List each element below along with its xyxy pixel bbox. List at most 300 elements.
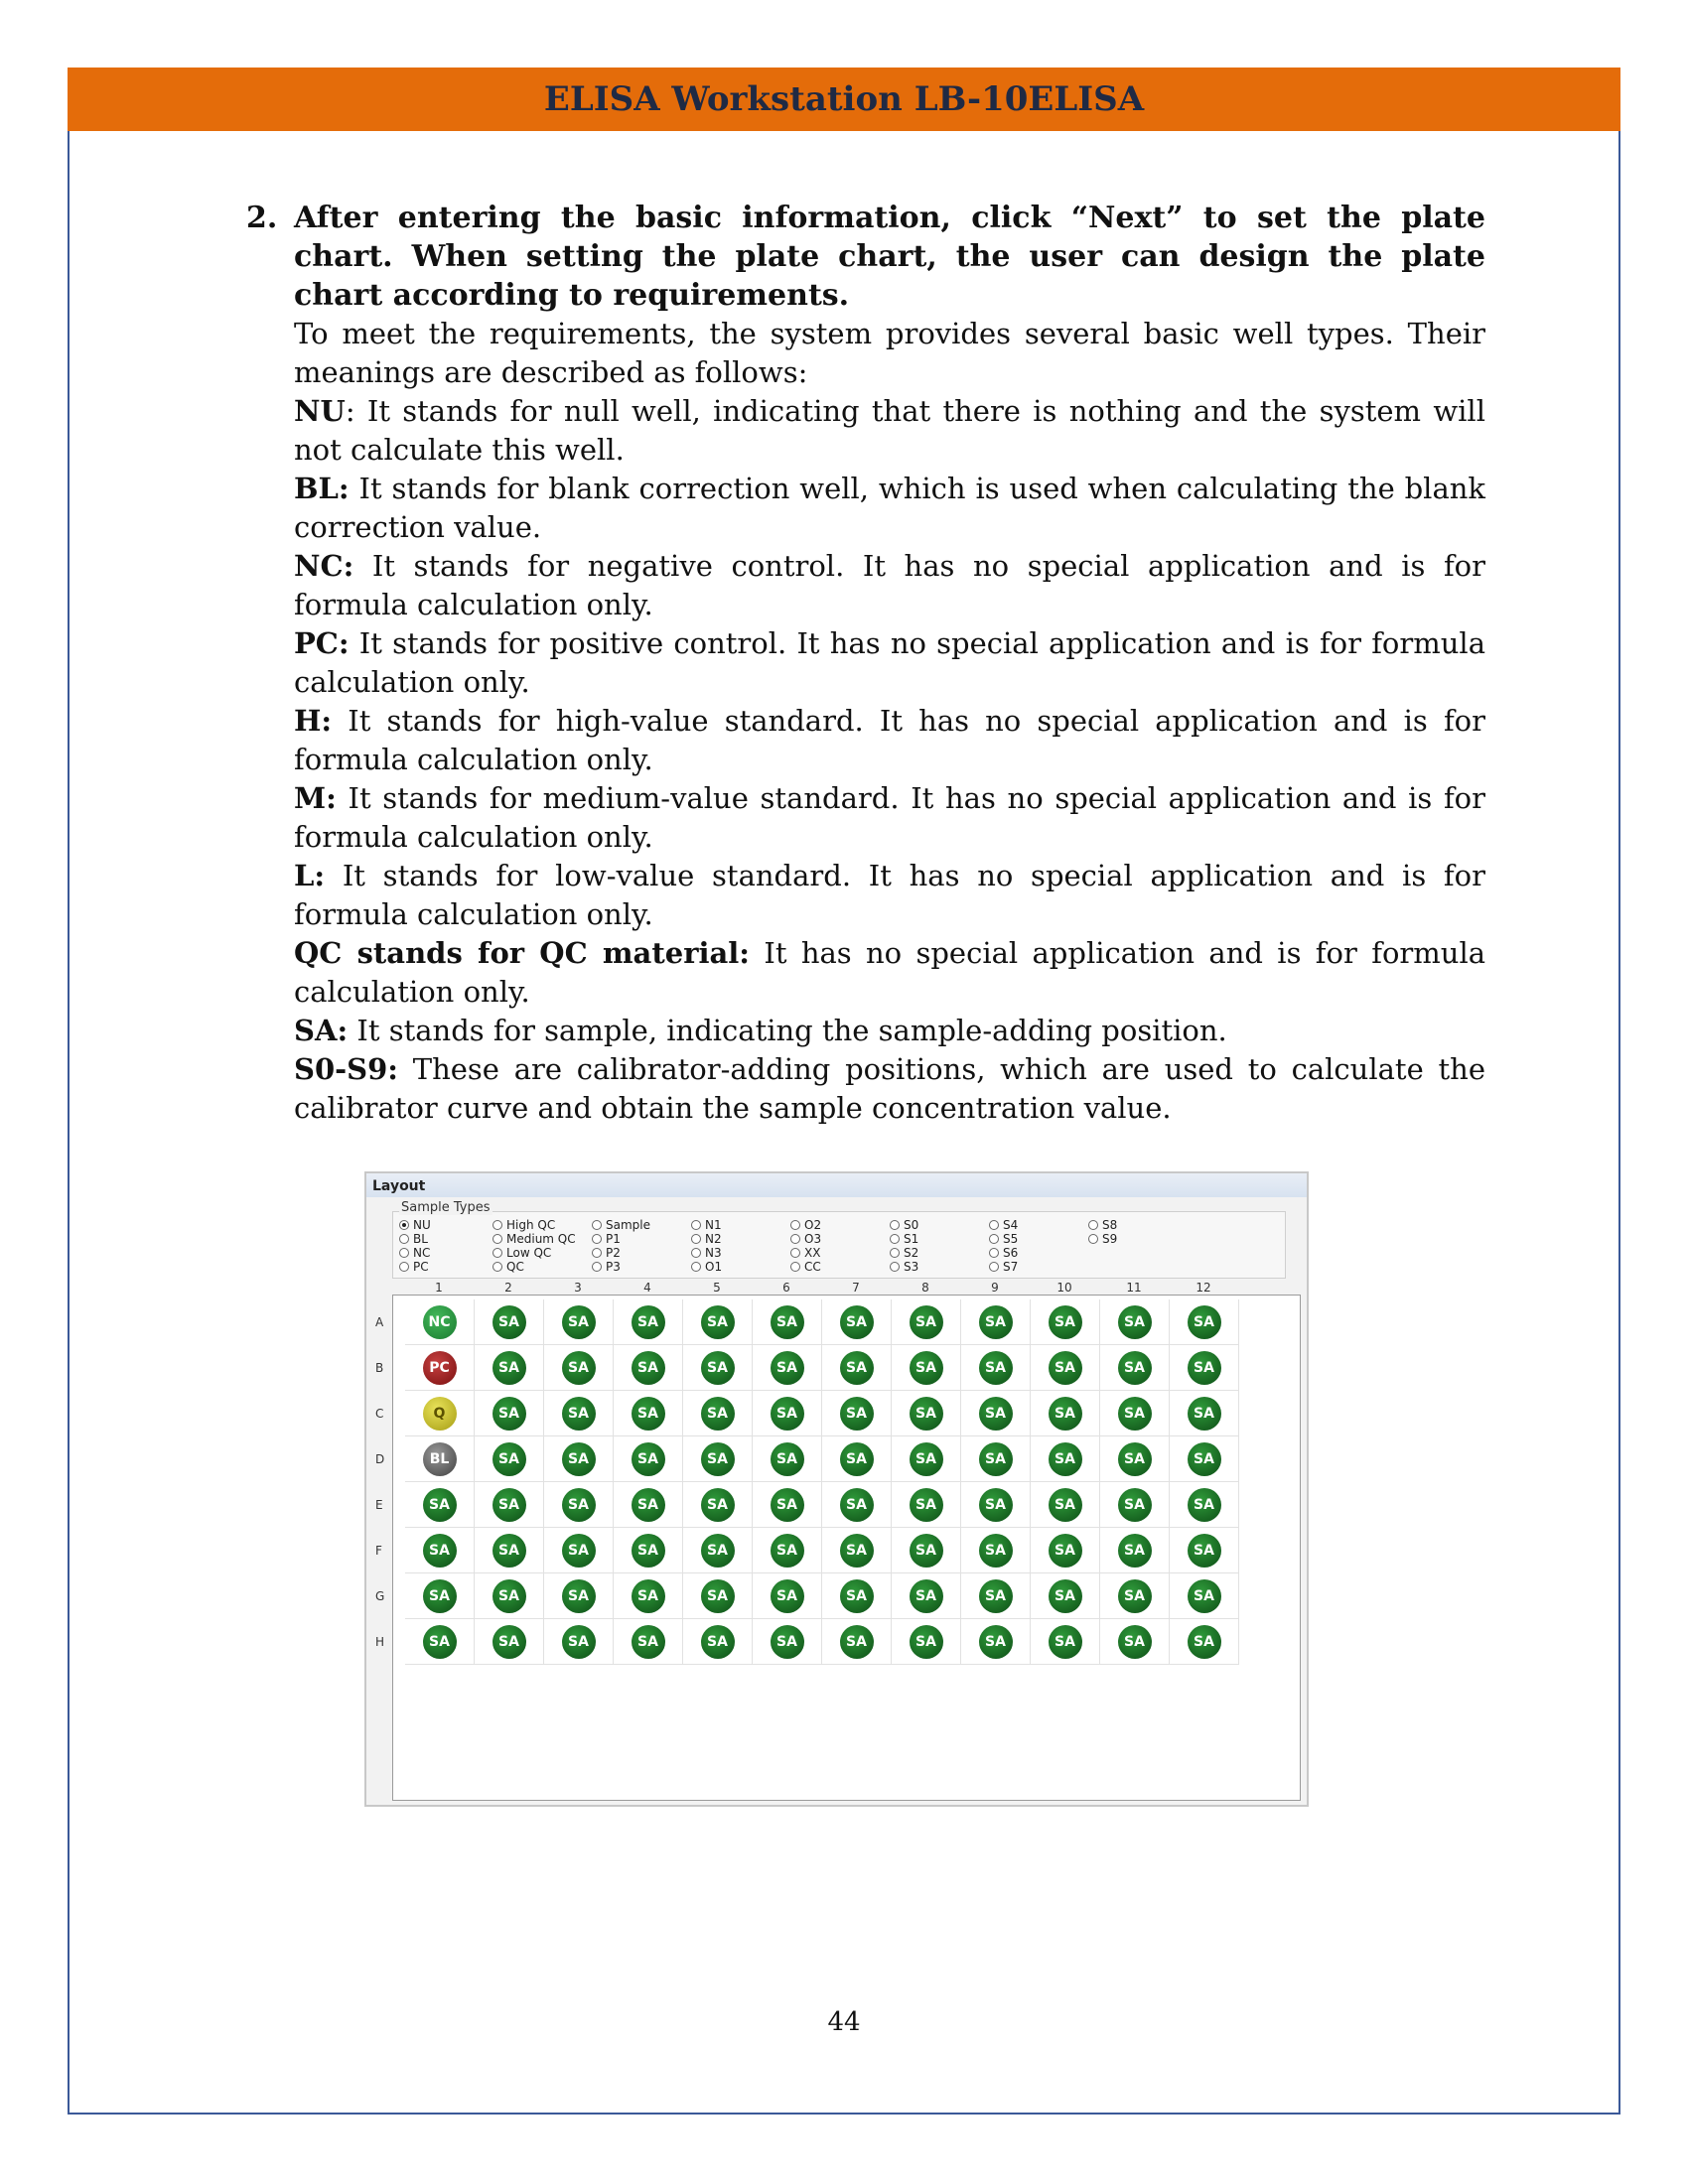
well-marker[interactable]: SA — [492, 1534, 526, 1568]
well-marker[interactable]: BL — [423, 1442, 457, 1476]
well-marker[interactable]: SA — [840, 1397, 874, 1431]
plate-well-cell[interactable] — [405, 1299, 475, 1345]
well-marker[interactable]: SA — [1049, 1534, 1082, 1568]
sample-type-option[interactable] — [691, 1232, 722, 1246]
well-marker[interactable]: SA — [979, 1305, 1013, 1339]
sample-type-option[interactable] — [790, 1246, 821, 1260]
sample-type-option[interactable] — [790, 1260, 821, 1274]
definition-text: It stands for medium-value standard. It has no special application and is for formula calculation only. — [294, 781, 1485, 854]
plate-well-cell[interactable] — [822, 1299, 892, 1345]
well-marker[interactable]: SA — [1049, 1351, 1082, 1385]
well-marker[interactable]: SA — [1188, 1579, 1221, 1613]
sample-type-column — [592, 1218, 650, 1274]
radio-icon[interactable] — [691, 1220, 701, 1230]
plate-well-cell[interactable] — [683, 1345, 753, 1391]
sample-type-option[interactable] — [790, 1218, 821, 1232]
sample-type-label: S5 — [1003, 1232, 1019, 1246]
well-marker[interactable]: SA — [771, 1305, 804, 1339]
well-marker[interactable]: SA — [1049, 1579, 1082, 1613]
plate-well-cell[interactable] — [475, 1573, 544, 1619]
well-marker[interactable]: SA — [492, 1579, 526, 1613]
well-marker[interactable]: SA — [840, 1534, 874, 1568]
definition-item — [294, 779, 1485, 857]
plate-well-cell[interactable] — [892, 1436, 961, 1482]
radio-icon[interactable] — [399, 1262, 409, 1272]
definition-text: It stands for blank correction well, which is used when calculating the blank correction value. — [294, 472, 1485, 544]
plate-well-cell[interactable] — [822, 1573, 892, 1619]
plate-well-cell[interactable] — [614, 1345, 683, 1391]
definition-term: BL: — [294, 472, 350, 505]
plate-well-cell[interactable] — [753, 1573, 822, 1619]
plate-well-cell[interactable] — [892, 1345, 961, 1391]
well-marker[interactable]: Q — [423, 1397, 457, 1431]
plate-well-cell[interactable] — [892, 1619, 961, 1665]
item-number: 2. — [246, 201, 278, 235]
plate-well-cell[interactable] — [892, 1482, 961, 1528]
well-marker[interactable]: SA — [701, 1305, 735, 1339]
plate-well-cell[interactable] — [614, 1299, 683, 1345]
row-header: B — [375, 1361, 384, 1375]
well-marker[interactable]: SA — [423, 1579, 457, 1613]
well-marker[interactable]: SA — [771, 1351, 804, 1385]
well-marker[interactable]: SA — [1049, 1397, 1082, 1431]
well-marker[interactable]: SA — [492, 1397, 526, 1431]
column-header: 9 — [991, 1281, 999, 1295]
plate-well-cell[interactable] — [822, 1482, 892, 1528]
plate-well-cell[interactable] — [614, 1528, 683, 1573]
sample-type-option[interactable] — [1088, 1232, 1117, 1246]
well-marker[interactable]: SA — [1118, 1579, 1152, 1613]
sample-type-option[interactable] — [691, 1218, 722, 1232]
sample-type-option[interactable] — [691, 1260, 722, 1274]
well-marker[interactable]: SA — [1188, 1397, 1221, 1431]
well-marker[interactable]: SA — [1118, 1534, 1152, 1568]
radio-icon[interactable] — [691, 1248, 701, 1258]
sample-type-option[interactable] — [890, 1260, 918, 1274]
plate-well-cell[interactable] — [614, 1619, 683, 1665]
well-marker[interactable]: SA — [632, 1305, 665, 1339]
well-marker[interactable]: SA — [701, 1625, 735, 1659]
well-marker[interactable]: SA — [562, 1488, 596, 1522]
well-marker[interactable]: SA — [771, 1488, 804, 1522]
plate-well-cell[interactable] — [892, 1299, 961, 1345]
plate-well-cell[interactable] — [544, 1299, 614, 1345]
plate-well-cell[interactable] — [753, 1482, 822, 1528]
plate-well-cell[interactable] — [1100, 1482, 1170, 1528]
sample-type-option[interactable] — [592, 1246, 650, 1260]
sample-type-label: Low QC — [506, 1246, 552, 1260]
well-marker[interactable]: PC — [423, 1351, 457, 1385]
sample-type-option[interactable] — [890, 1218, 918, 1232]
well-marker[interactable]: SA — [1049, 1488, 1082, 1522]
plate-well-cell[interactable] — [405, 1391, 475, 1436]
well-marker[interactable]: SA — [840, 1579, 874, 1613]
radio-icon[interactable] — [691, 1262, 701, 1272]
well-marker[interactable]: SA — [1118, 1397, 1152, 1431]
well-marker[interactable]: SA — [979, 1534, 1013, 1568]
plate-well-cell[interactable] — [614, 1482, 683, 1528]
sample-type-option[interactable] — [592, 1218, 650, 1232]
definition-text: It stands for positive control. It has no special application and is for formula calculation only. — [294, 626, 1485, 699]
plate-well-cell[interactable] — [683, 1528, 753, 1573]
well-marker[interactable]: SA — [701, 1442, 735, 1476]
plate-well-cell[interactable] — [405, 1528, 475, 1573]
plate-well-cell[interactable] — [544, 1436, 614, 1482]
well-marker[interactable]: SA — [1118, 1442, 1152, 1476]
sample-type-option[interactable] — [890, 1246, 918, 1260]
plate-well-cell[interactable] — [683, 1619, 753, 1665]
plate-well-cell[interactable] — [405, 1573, 475, 1619]
plate-well-cell[interactable] — [1031, 1436, 1100, 1482]
definition-text: : It stands for null well, indicating that there is nothing and the system will not calculate this well. — [294, 394, 1485, 467]
radio-icon[interactable] — [592, 1234, 602, 1244]
well-marker[interactable]: SA — [1049, 1442, 1082, 1476]
well-marker[interactable]: SA — [562, 1351, 596, 1385]
sample-type-option[interactable] — [592, 1232, 650, 1246]
plate-grid — [375, 1295, 1301, 1801]
plate-well-cell[interactable] — [475, 1391, 544, 1436]
plate-well-cell[interactable] — [614, 1391, 683, 1436]
plate-well-cell[interactable] — [1031, 1482, 1100, 1528]
plate-well-cell[interactable] — [1031, 1299, 1100, 1345]
well-marker[interactable]: SA — [910, 1442, 943, 1476]
plate-well-cell[interactable] — [822, 1528, 892, 1573]
radio-icon[interactable] — [989, 1234, 999, 1244]
well-marker[interactable]: SA — [632, 1488, 665, 1522]
radio-icon[interactable] — [790, 1220, 800, 1230]
well-marker[interactable]: SA — [840, 1351, 874, 1385]
layout-panel-title: Layout — [366, 1173, 1307, 1197]
plate-well-cell[interactable] — [753, 1345, 822, 1391]
sample-type-option[interactable] — [492, 1246, 576, 1260]
plate-well-cell[interactable] — [475, 1482, 544, 1528]
sample-type-option[interactable] — [399, 1218, 431, 1232]
column-header: 11 — [1126, 1281, 1142, 1295]
plate-well-cell[interactable] — [475, 1619, 544, 1665]
plate-well-cell[interactable] — [1100, 1345, 1170, 1391]
radio-icon[interactable] — [592, 1262, 602, 1272]
plate-well-cell[interactable] — [753, 1299, 822, 1345]
sample-type-option[interactable] — [399, 1246, 431, 1260]
well-marker[interactable]: SA — [701, 1351, 735, 1385]
radio-icon[interactable] — [492, 1234, 502, 1244]
plate-well-cell[interactable] — [753, 1436, 822, 1482]
definition-term: H: — [294, 704, 333, 738]
well-marker[interactable]: SA — [492, 1488, 526, 1522]
plate-well-cell[interactable] — [544, 1528, 614, 1573]
plate-well-cell[interactable] — [475, 1436, 544, 1482]
plate-well-cell[interactable] — [1100, 1573, 1170, 1619]
well-marker[interactable]: SA — [840, 1625, 874, 1659]
well-marker[interactable]: SA — [910, 1488, 943, 1522]
radio-icon[interactable] — [592, 1220, 602, 1230]
plate-well-cell[interactable] — [544, 1482, 614, 1528]
sample-type-label: N3 — [705, 1246, 722, 1260]
radio-icon[interactable] — [890, 1220, 900, 1230]
plate-well-cell[interactable] — [822, 1436, 892, 1482]
well-marker[interactable]: SA — [910, 1397, 943, 1431]
sample-type-label: O1 — [705, 1260, 723, 1274]
sample-type-option[interactable] — [989, 1232, 1018, 1246]
radio-icon[interactable] — [790, 1262, 800, 1272]
plate-well-cell[interactable] — [614, 1573, 683, 1619]
sample-type-label: XX — [804, 1246, 821, 1260]
plate-well-cell[interactable] — [1100, 1528, 1170, 1573]
radio-icon[interactable] — [1088, 1234, 1098, 1244]
well-marker[interactable]: SA — [771, 1579, 804, 1613]
sample-type-label: NU — [413, 1218, 431, 1232]
plate-well-cell[interactable] — [683, 1573, 753, 1619]
well-marker[interactable]: SA — [701, 1488, 735, 1522]
plate-well-cell[interactable] — [753, 1391, 822, 1436]
sample-type-option[interactable] — [399, 1260, 431, 1274]
well-marker[interactable]: SA — [979, 1625, 1013, 1659]
plate-well-cell[interactable] — [1031, 1573, 1100, 1619]
definition-text: These are calibrator-adding positions, which are used to calculate the calibrator curve and obtain the sample concentration value. — [294, 1052, 1485, 1125]
plate-well-cell[interactable] — [683, 1482, 753, 1528]
plate-well-cell[interactable] — [1170, 1299, 1239, 1345]
plate-well-cell[interactable] — [544, 1619, 614, 1665]
well-marker[interactable]: SA — [840, 1305, 874, 1339]
well-marker[interactable]: SA — [632, 1351, 665, 1385]
well-marker[interactable]: SA — [632, 1579, 665, 1613]
plate-well-cell[interactable] — [892, 1528, 961, 1573]
well-marker[interactable]: NC — [423, 1305, 457, 1339]
plate-well-cell[interactable] — [614, 1436, 683, 1482]
plate-well-cell[interactable] — [544, 1345, 614, 1391]
well-marker[interactable]: SA — [910, 1351, 943, 1385]
radio-icon[interactable] — [492, 1262, 502, 1272]
radio-icon[interactable] — [890, 1234, 900, 1244]
well-marker[interactable]: SA — [562, 1397, 596, 1431]
plate-well-cell[interactable] — [1031, 1528, 1100, 1573]
definition-term: L: — [294, 859, 326, 892]
sample-type-option[interactable] — [492, 1260, 576, 1274]
sample-type-label: S3 — [904, 1260, 919, 1274]
plate-well-cell[interactable] — [475, 1345, 544, 1391]
well-marker[interactable]: SA — [1188, 1442, 1221, 1476]
plate-well-cell[interactable] — [1031, 1619, 1100, 1665]
sample-type-option[interactable] — [492, 1218, 576, 1232]
well-marker[interactable]: SA — [632, 1625, 665, 1659]
well-marker[interactable]: SA — [979, 1488, 1013, 1522]
well-marker[interactable]: SA — [492, 1305, 526, 1339]
sample-types-group — [392, 1200, 1286, 1279]
plate-well-cell[interactable] — [822, 1619, 892, 1665]
definition-text: It stands for high-value standard. It has no special application and is for formula calculation only. — [294, 704, 1485, 776]
row-header: D — [375, 1452, 385, 1466]
plate-well-cell[interactable] — [1170, 1345, 1239, 1391]
well-marker[interactable]: SA — [423, 1488, 457, 1522]
well-marker[interactable]: SA — [1118, 1625, 1152, 1659]
sample-type-option[interactable] — [592, 1260, 650, 1274]
well-marker[interactable]: SA — [562, 1534, 596, 1568]
well-marker[interactable]: SA — [910, 1579, 943, 1613]
radio-icon[interactable] — [790, 1248, 800, 1258]
well-marker[interactable]: SA — [840, 1442, 874, 1476]
plate-well-cell[interactable] — [1100, 1391, 1170, 1436]
sample-type-column — [890, 1218, 918, 1274]
definition-term: S0-S9: — [294, 1052, 398, 1086]
plate-well-cell[interactable] — [475, 1299, 544, 1345]
well-marker[interactable]: SA — [1188, 1488, 1221, 1522]
plate-well-cell[interactable] — [961, 1391, 1031, 1436]
definition-item — [294, 1050, 1485, 1128]
well-marker[interactable]: SA — [1188, 1534, 1221, 1568]
plate-well-cell[interactable] — [1031, 1345, 1100, 1391]
well-marker[interactable]: SA — [910, 1305, 943, 1339]
radio-icon[interactable] — [592, 1248, 602, 1258]
well-marker[interactable]: SA — [771, 1534, 804, 1568]
sample-type-option[interactable] — [890, 1232, 918, 1246]
well-marker[interactable]: SA — [771, 1442, 804, 1476]
plate-well-cell[interactable] — [961, 1436, 1031, 1482]
well-marker[interactable]: SA — [632, 1442, 665, 1476]
radio-icon[interactable] — [399, 1220, 409, 1230]
sample-type-label: P1 — [606, 1232, 621, 1246]
well-marker[interactable]: SA — [1188, 1625, 1221, 1659]
well-marker[interactable]: SA — [910, 1534, 943, 1568]
sample-type-label: S4 — [1003, 1218, 1019, 1232]
definition-text: It has no special application and is for formula calculation only. — [294, 936, 1486, 1009]
column-header: 2 — [504, 1281, 512, 1295]
well-marker[interactable]: SA — [1049, 1625, 1082, 1659]
plate-well-cell[interactable] — [1100, 1619, 1170, 1665]
radio-icon[interactable] — [1088, 1220, 1098, 1230]
radio-icon[interactable] — [492, 1220, 502, 1230]
sample-type-option[interactable] — [1088, 1218, 1117, 1232]
radio-icon[interactable] — [890, 1262, 900, 1272]
plate-well-cell[interactable] — [1170, 1391, 1239, 1436]
plate-well-cell[interactable] — [961, 1573, 1031, 1619]
sample-type-option[interactable] — [492, 1232, 576, 1246]
plate-well-cell[interactable] — [1170, 1528, 1239, 1573]
well-marker[interactable]: SA — [562, 1625, 596, 1659]
column-header: 8 — [921, 1281, 929, 1295]
radio-icon[interactable] — [399, 1234, 409, 1244]
plate-well-cell[interactable] — [1031, 1391, 1100, 1436]
well-marker[interactable]: SA — [1118, 1488, 1152, 1522]
well-marker[interactable]: SA — [423, 1625, 457, 1659]
plate-well-cell[interactable] — [1170, 1436, 1239, 1482]
well-marker[interactable]: SA — [632, 1397, 665, 1431]
sample-type-option[interactable] — [399, 1232, 431, 1246]
well-marker[interactable]: SA — [979, 1351, 1013, 1385]
plate-well-cell[interactable] — [1170, 1482, 1239, 1528]
sample-type-option[interactable] — [989, 1218, 1018, 1232]
radio-icon[interactable] — [989, 1262, 999, 1272]
definition-term: SA: — [294, 1014, 349, 1047]
radio-icon[interactable] — [691, 1234, 701, 1244]
plate-well-cell[interactable] — [683, 1436, 753, 1482]
well-marker[interactable]: SA — [492, 1351, 526, 1385]
column-header: 3 — [574, 1281, 582, 1295]
well-marker[interactable]: SA — [771, 1397, 804, 1431]
plate-well-cell[interactable] — [544, 1391, 614, 1436]
radio-icon[interactable] — [989, 1220, 999, 1230]
radio-icon[interactable] — [890, 1248, 900, 1258]
well-marker[interactable]: SA — [979, 1397, 1013, 1431]
sample-type-option[interactable] — [989, 1260, 1018, 1274]
plate-well-cell[interactable] — [683, 1299, 753, 1345]
well-marker[interactable]: SA — [562, 1305, 596, 1339]
radio-icon[interactable] — [399, 1248, 409, 1258]
well-marker[interactable]: SA — [701, 1534, 735, 1568]
plate-well-cell[interactable] — [405, 1436, 475, 1482]
well-marker[interactable]: SA — [492, 1442, 526, 1476]
well-marker[interactable]: SA — [492, 1625, 526, 1659]
plate-well-cell[interactable] — [683, 1391, 753, 1436]
radio-icon[interactable] — [989, 1248, 999, 1258]
plate-well-cell[interactable] — [822, 1391, 892, 1436]
sample-type-option[interactable] — [989, 1246, 1018, 1260]
plate-well-cell[interactable] — [961, 1528, 1031, 1573]
sample-type-label: S1 — [904, 1232, 919, 1246]
well-marker[interactable]: SA — [562, 1579, 596, 1613]
well-marker[interactable]: SA — [979, 1579, 1013, 1613]
plate-well-cell[interactable] — [822, 1345, 892, 1391]
sample-type-label: High QC — [506, 1218, 556, 1232]
plate-well-cell[interactable] — [961, 1299, 1031, 1345]
well-marker[interactable]: SA — [771, 1625, 804, 1659]
definition-item — [294, 392, 1485, 470]
sample-type-column — [790, 1218, 821, 1274]
well-marker[interactable]: SA — [910, 1625, 943, 1659]
sample-type-column — [492, 1218, 576, 1274]
sample-type-column — [989, 1218, 1018, 1274]
sample-type-label: S8 — [1102, 1218, 1118, 1232]
plate-well-cell[interactable] — [961, 1482, 1031, 1528]
layout-screenshot — [364, 1171, 1309, 1807]
well-marker[interactable]: SA — [701, 1397, 735, 1431]
well-marker[interactable]: SA — [1188, 1351, 1221, 1385]
plate-well-cell[interactable] — [753, 1528, 822, 1573]
radio-icon[interactable] — [790, 1234, 800, 1244]
plate-well-cell[interactable] — [1170, 1573, 1239, 1619]
well-marker[interactable]: SA — [1188, 1305, 1221, 1339]
plate-well-cell[interactable] — [892, 1391, 961, 1436]
plate-well-cell[interactable] — [961, 1619, 1031, 1665]
plate-well-cell[interactable] — [405, 1345, 475, 1391]
plate-well-cell[interactable] — [892, 1573, 961, 1619]
sample-type-option[interactable] — [790, 1232, 821, 1246]
page-header — [68, 68, 1620, 131]
well-marker[interactable]: SA — [1118, 1351, 1152, 1385]
plate-well-cell[interactable] — [753, 1619, 822, 1665]
sample-type-label: N2 — [705, 1232, 722, 1246]
plate-well-cell[interactable] — [405, 1482, 475, 1528]
well-marker[interactable]: SA — [562, 1442, 596, 1476]
row-header: A — [375, 1315, 384, 1329]
plate-well-cell[interactable] — [1100, 1436, 1170, 1482]
plate-well-cell[interactable] — [1100, 1299, 1170, 1345]
well-marker[interactable]: SA — [1118, 1305, 1152, 1339]
well-marker[interactable]: SA — [979, 1442, 1013, 1476]
well-marker[interactable]: SA — [1049, 1305, 1082, 1339]
well-marker[interactable]: SA — [840, 1488, 874, 1522]
plate-well-cell[interactable] — [1170, 1619, 1239, 1665]
plate-well-cell[interactable] — [544, 1573, 614, 1619]
sample-type-label: O3 — [804, 1232, 822, 1246]
plate-well-cell[interactable] — [475, 1528, 544, 1573]
plate-well-cell[interactable] — [405, 1619, 475, 1665]
sample-type-option[interactable] — [691, 1246, 722, 1260]
well-marker[interactable]: SA — [632, 1534, 665, 1568]
well-marker[interactable]: SA — [701, 1579, 735, 1613]
plate-well-cell[interactable] — [961, 1345, 1031, 1391]
radio-icon[interactable] — [492, 1248, 502, 1258]
well-marker[interactable]: SA — [423, 1534, 457, 1568]
